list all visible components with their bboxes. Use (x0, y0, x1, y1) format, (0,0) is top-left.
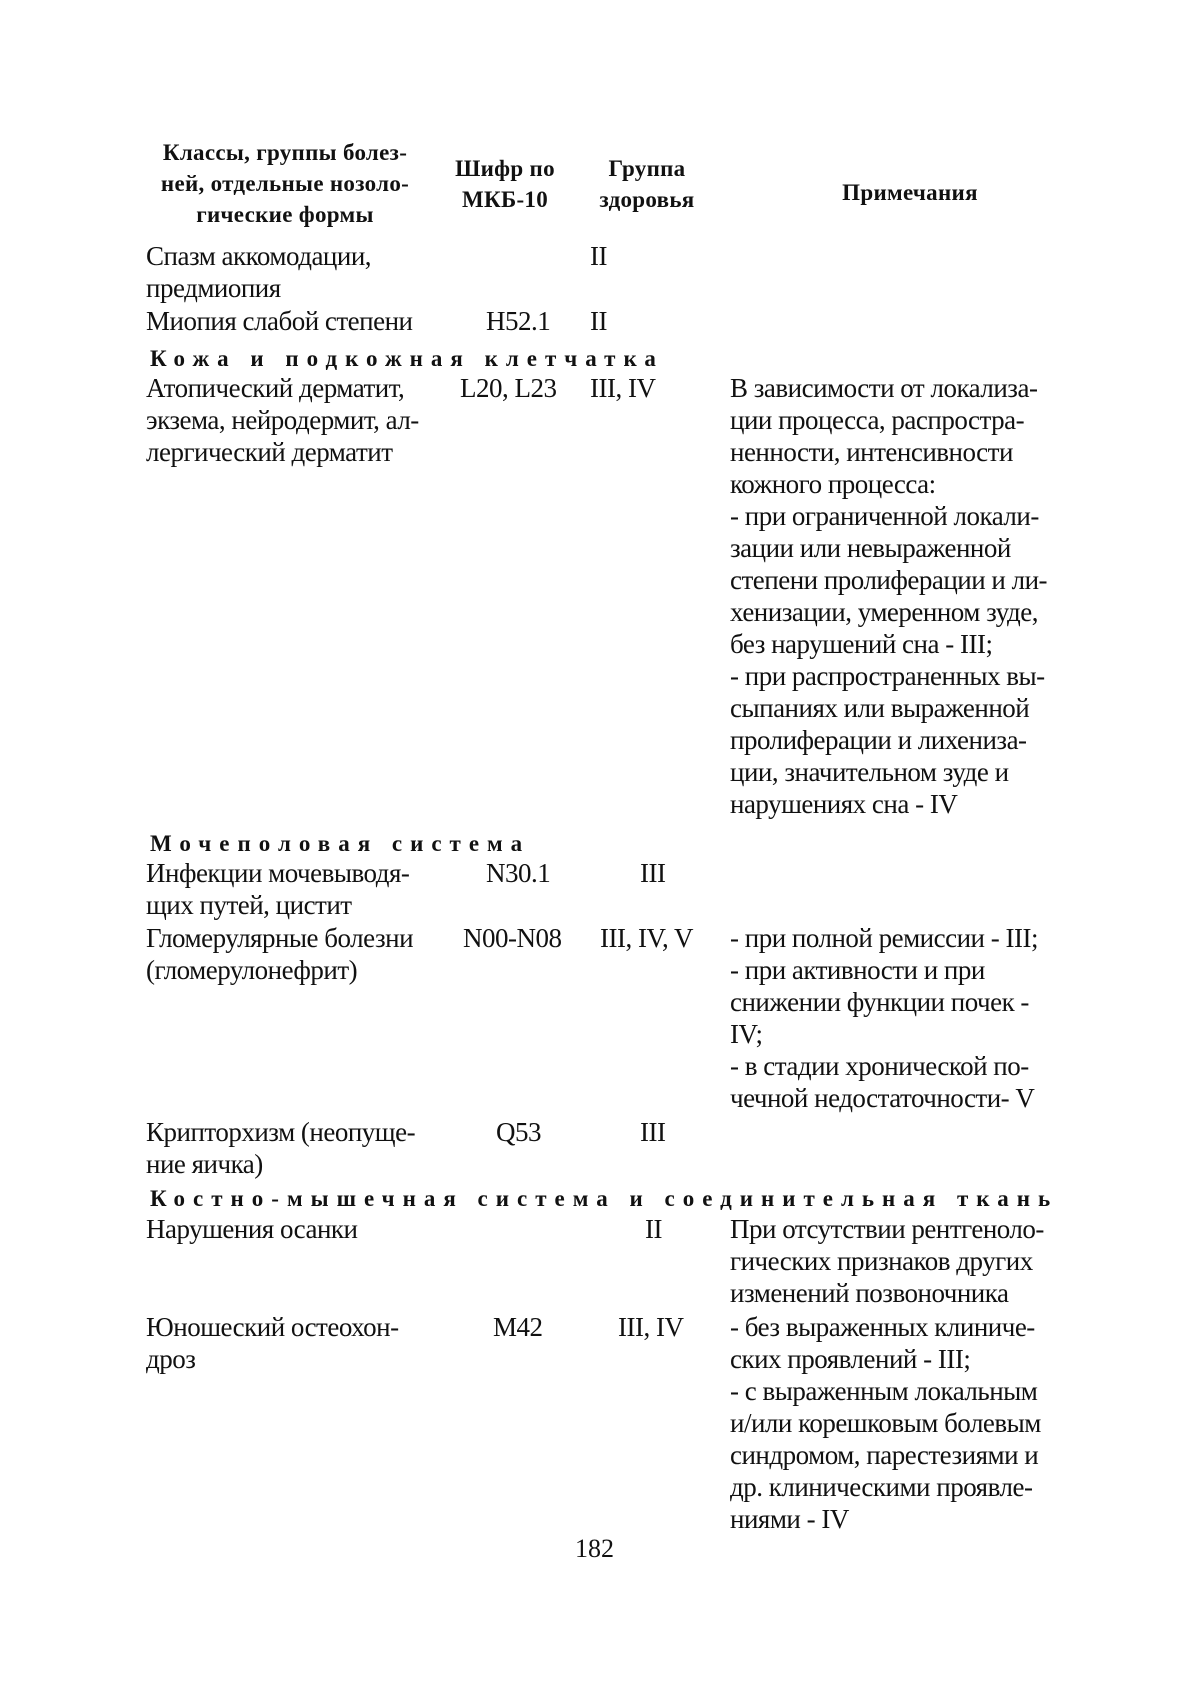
row-crypt-name-line: Крипторхизм (неопуще- (146, 1117, 416, 1147)
row-myopia-name-line: Миопия слабой степени (146, 306, 413, 336)
row-atopic-note-line: пролиферации и лихениза- (730, 725, 1027, 755)
row-infection-code: N30.1 (486, 858, 551, 888)
row-crypt-code: Q53 (496, 1117, 541, 1147)
row-crypt-name-line: ние яичка) (146, 1149, 263, 1179)
row-infection-name (146, 857, 409, 921)
row-glomerular-group: III, IV, V (600, 923, 693, 953)
row-myopia-group: II (590, 306, 607, 336)
row-glomerular-note-line: чечной недостаточности- V (730, 1083, 1035, 1113)
section-skin: Кожа и подкожная клетчатка (150, 346, 664, 371)
row-glomerular-note-line: - при активности и при (730, 955, 985, 985)
row-osteo-note-line: др. клиническими проявле- (730, 1472, 1033, 1502)
row-atopic-note-line: сыпаниях или выраженной (730, 693, 1030, 723)
row-posture-note-line: изменений позвоночника (730, 1278, 1009, 1308)
row-osteo-note-line: - с выраженным локальным (730, 1376, 1038, 1406)
row-crypt-group: III (640, 1117, 666, 1147)
page-number: 182 (575, 1534, 614, 1563)
row-atopic-note-line: зации или невыраженной (730, 533, 1011, 563)
row-atopic-code: L20, L23 (460, 373, 557, 403)
row-glomerular-note-line: снижении функции почек - (730, 987, 1029, 1017)
row-posture-note (730, 1213, 1044, 1309)
row-osteo-group: III, IV (618, 1312, 684, 1342)
row-glomerular-name-line: (гломерулонефрит) (146, 955, 358, 985)
section-urogenital: Мочеполовая система (150, 831, 531, 856)
header-col-classes (140, 137, 430, 230)
header-col-group-line: здоровья (599, 187, 695, 212)
row-glomerular-note (730, 922, 1038, 1114)
row-atopic-note-line: - при ограниченной локали- (730, 501, 1039, 531)
row-infection-name-line: Инфекции мочевыводя- (146, 858, 410, 888)
row-atopic-name (146, 372, 419, 468)
row-atopic-name-line: лергический дерматит (146, 437, 393, 467)
row-osteo-note (730, 1311, 1041, 1535)
row-posture-name (146, 1213, 357, 1245)
row-osteo-note-line: и/или корешковым болевым (730, 1408, 1041, 1438)
header-col-classes-line: гические формы (196, 202, 374, 227)
row-myopia-name (146, 305, 413, 337)
row-osteo-code: M42 (493, 1312, 543, 1342)
row-glomerular-code: N00-N08 (463, 923, 562, 953)
row-crypt-name (146, 1116, 415, 1180)
row-atopic-note-line: нарушениях сна - IV (730, 789, 958, 819)
row-osteo-note-line: ниями - IV (730, 1504, 849, 1534)
row-atopic-note-line: степени пролиферации и ли- (730, 565, 1048, 595)
header-col-classes-line: ней, отдельные нозоло- (160, 171, 410, 196)
row-glomerular-name-line: Гломерулярные болезни (146, 923, 414, 953)
row-posture-group: II (645, 1214, 662, 1244)
row-spasm-group: II (590, 241, 607, 271)
row-spasm-name (146, 240, 371, 304)
row-atopic-name-line: экзема, нейродермит, ал- (146, 405, 419, 435)
row-myopia-code: H52.1 (486, 306, 551, 336)
row-spasm-name-line: Спазм аккомодации, (146, 241, 372, 271)
row-glomerular-note-line: IV; (730, 1019, 763, 1049)
row-posture-note-line: При отсутствии рентгеноло- (730, 1214, 1044, 1244)
header-col-classes-line: Классы, группы болез- (162, 140, 408, 165)
section-musculoskeletal: Костно-мышечная система и соединительная ткань (150, 1186, 1059, 1211)
header-col-group (582, 153, 712, 215)
header-col-group-line: Группа (608, 156, 686, 181)
row-osteo-note-line: ских проявлений - III; (730, 1344, 971, 1374)
header-col-notes (730, 177, 1090, 208)
row-atopic-note-line: кожного процесса: (730, 469, 936, 499)
row-glomerular-note-line: - в стадии хронической по- (730, 1051, 1029, 1081)
header-col-code (435, 153, 575, 215)
row-osteo-name-line: дроз (146, 1344, 196, 1374)
row-atopic-note-line: ции, значительном зуде и (730, 757, 1009, 787)
row-atopic-note-line: без нарушений сна - III; (730, 629, 993, 659)
row-glomerular-name (146, 922, 413, 986)
row-infection-group: III (640, 858, 666, 888)
row-osteo-name-line: Юношеский остеохон- (146, 1312, 399, 1342)
row-atopic-group: III, IV (590, 373, 656, 403)
row-posture-note-line: гических признаков других (730, 1246, 1033, 1276)
row-spasm-name-line: предмиопия (146, 273, 281, 303)
row-atopic-name-line: Атопический дерматит, (146, 373, 405, 403)
header-col-code-line: Шифр по (455, 156, 555, 181)
row-infection-name-line: щих путей, цистит (146, 890, 352, 920)
row-atopic-note-line: В зависимости от локализа- (730, 373, 1038, 403)
row-glomerular-note-line: - при полной ремиссии - III; (730, 923, 1038, 953)
row-osteo-name (146, 1311, 399, 1375)
header-col-notes-line: Примечания (842, 180, 978, 205)
row-atopic-note-line: хенизации, умеренном зуде, (730, 597, 1038, 627)
header-col-code-line: МКБ-10 (461, 187, 549, 212)
row-osteo-note-line: - без выраженных клиниче- (730, 1312, 1035, 1342)
row-atopic-note (730, 372, 1047, 820)
row-atopic-note-line: ции процесса, распростра- (730, 405, 1025, 435)
row-atopic-note-line: ненности, интенсивности (730, 437, 1013, 467)
row-osteo-note-line: синдромом, парестезиями и (730, 1440, 1039, 1470)
row-posture-name-line: Нарушения осанки (146, 1214, 358, 1244)
row-atopic-note-line: - при распространенных вы- (730, 661, 1045, 691)
